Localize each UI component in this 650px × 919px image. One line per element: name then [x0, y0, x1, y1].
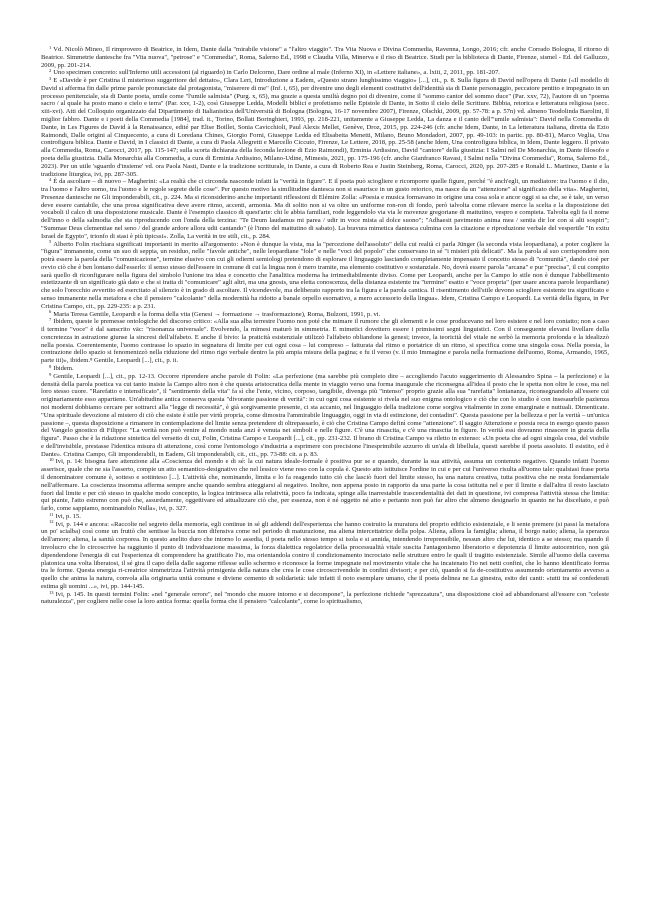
footnote-text: Ivi, p. 15. [55, 512, 81, 520]
footnote-number: 1 [49, 44, 52, 50]
footnote [41, 69, 609, 77]
footnote-number: 3 [49, 75, 52, 81]
footnote [41, 46, 609, 69]
footnote [41, 458, 609, 512]
footnote-number: 5 [49, 239, 52, 245]
footnote-number: 8 [49, 363, 52, 369]
footnote [41, 365, 609, 373]
footnote-text: È da ascoltare – di nuovo – Magherini: «La realtà che ci circonda nasconde infatti la "verità in figure". E il poeta può sciogliere e ricomporre quelle figure, perché "è anch'egli, un mediatore: tra l'uomo e il dio, tra l'uomo e l'altro uomo, tra l'uomo e le regole segrete delle cose". Per questo motivo la similitudine dantesca non si esaurisce in un gusto retorico, ma nasce da un "attenzione" al significato della vita». Magherini, Presenze dantesche ne Gli imponderabili, cit., p. 224. Ma si riconsiderino anche importanti riflessioni di Elémire Zolla: «Poesia e musica formavano in origine una cosa sola e ancor oggi si sa che, se è tale, un verso deve essere cantabile, che una prosa significativa deve avere ritmo, accenti, armonia. Ma di solito non si va oltre un uniforme ron-ron di fondo, però talvolta come rilevare merce la scelta e la disposizione dei vocaboli il calco di una disposizione musicale. Dante è l'esempio classico di quest'arte: chi le abbia familiari, rode leggendolo via via le movenze gregoriane di mattutino, vespro e compieta. Talvolta egli fa il nome dell'inno o della salmodia che sta riproducendo con l'onda della terzina: "Te Deum laudamus mi parea / udir in voce mista al dolce suono"; "Adhaesit pavimento anima mea / sentia dir lor con sì alti sospiri"; "Summae Deus clementiae nel seno / del grande ardore allora udii cantando" (è l'inno del mattutino di sabato). La bravura mimetica dantesca culmina con la citazione e riproduzione verbale del vespertile "In exitu Israel de Egypto", trionfo di stasi è più tipicssi». Zolla, La verità in tre stili, cit., p. 284. [41, 178, 609, 240]
footnotes [41, 46, 609, 606]
footnote-text: Gentile, Leopardi [...], cit., pp. 12-13. Occorre riprendere anche parole di Folin: «La perfezione (ma sarebbe più completo dire – accogliendo l'acuto suggerimento di Alessandro Spina – la perfezione) e la densità della parola poetica va cui tanto insiste la Campo altro non è che questa aristocratica della mente in viaggio verso una forma inaugurale che riconsegna all'idea il posto che le spetta non oltre le cose, ma nel loro stesso cuore. "Rarefatto e intensificato", il "sentimento della vita" fa sì che l'ente, vicino, corposo, tangibile, divenga più "intenso" proprio grazie alla sua "rarefatta" lontananza, riconsegnandolo all'essere cui originariamente esso appartiene. Un'abitudine antica conserva questa "divorante passione di verità": in cui ogni cosa esistente si rivela nel suo enigma ontologico e ciò che con lo studio è con insesaurbile pazienza noi moderni dobbiamo cercare per sottrarci alla "legge di necessità", è già sorgivamente presente, ci sta accanto, nel linguaggio della tradizione come sorgiva vitalmente in zone emarginate e nuttuali. Dimenticate. "Una spirituale devozione al mistero di ciò che esiste è stile per virtù propria, come dimostra l'ammirabile linguaggio, oggi in via di estinzione, dei contadini". Questa passione per la bellezza e per la verità – un'unica passione –, questa disposizione a rimanere in contemplazione del limite senza pretendere di oltrepassarlo, è ciò che Cristina Campo definì come "attenzione". Il saggio Attenzione e poesia reca in esergo questo passo del Vangelo gnostico di Filippo: "La verità non può venire al mondo nuda anzi è venuta nei simboli e nelle figure. C'è una rinascita, e c'è una rinascita in figure. In verità essi dovranno rinascere in grazia della figura". Passo che è la ridazione sintetica del versetto di cui, Folin, Cristina Campo e Leopardi [...], cit., pp. 231-232. Il brano di Cristina Campo va riletto in extenso: «Un poeta che ad ogni singola cosa, del visibile e dell'invisibile, prestasse l'identica misura di attenzione, così come l'entomologo s'industria a esprimere con precisione l'inesprimibile azzurro di un'ala di libellula, questi sarebbe il poeta assoluto. Il esistito, ed è Dante». Cristina Campo, Gli imponderabili, in Eadem, Gli imponderabili, cit., cit., pp. 73-88: cit. a p. 83. [41, 372, 609, 458]
footnote [41, 241, 609, 311]
footnote-text: Ibidem. [53, 365, 74, 373]
footnote [41, 318, 609, 365]
footnote [41, 178, 609, 240]
footnote [41, 77, 609, 178]
footnote-number: 12 [49, 519, 54, 525]
footnote-text: Ivi, p. 144 e ancora: «Raccolte nel segreto della memoria, egli continue in sé gli addendi dell'esperienza che hanno costruito la muratura del proprio edificio esistenziale, e li sente premere (si passi la metafora un po' scialba) così come un fruttò che sentisse la buccia non difensiva come nel periodo di maturazione, ma aliena intercettatrice della polpa. Aliena, allora la famiglia; aliena, il borgo natio; aliena, la speranza dell'amore; aliena, la sanità corporea. In questo anelito duro che intorno lo assedia, il poeta nello stesso tempo si isola e si annida, intendendo irreprensibile, nessun altro che lui, identico a se stesso; ma quando il involucro che lo circoscrive ha raggiunto il punto di individuazione massima, la forza dialettica regolatrice della processualità vitale suscita l'antagonismo liberatorio e depotenzia il limite autocentrico, non già dipendendone l'energia di cui l'esperienza di comprendere ha gratificato l'io, ma orientandola contro il condizionamento incrociato nelle strutture entro le quali il tragitto esistenziale. Simile all'uomo della caverna platonica una volta liberatosi, il sé gira il capo della dalle sagome riflesse sullo schermo e riconosce la forme impegnate nel movimento vitale che ha incatenato l'io nei netti confini, che lo hanno identificato forma tra le forme. Questa energia ri-creatrice simmetrizza l'attività primigenia della natura che crea le cose circoscrivendole in confini divisori; e per ciò, quando si fa de-costitutiva assumendo orientamento avverso a quello che anima la natura, convola alla originaria unità comune e diviene cemento di solidarietà: tale infatti il noto esemplare umano, che il poeta delinea ne La ginestra, esito dei canti: «tutti tra sé confederati estima gli uomini ...», ivi, pp. 144-145. [41, 520, 609, 590]
footnote-text: Maria Teresa Gentile, Leopardi e la forma della vita (Genesi → formazione → trasformazione), Roma, Bulzoni, 1991, p. vi. [53, 310, 381, 318]
footnote [41, 591, 609, 607]
footnote [41, 521, 609, 591]
footnote-number: 9 [49, 371, 52, 377]
footnote-text: E «Davide è per Cristina il misterioso suggeritore del dettato», Clara Leri, Introduzione a Eadem, «Questo strano lunghissimo viaggio» [...], cit., p. 8. Sulla figura di David nell'opera di Dante («Il modello di David si afferma fin dalle prime parole pronunciate dal protagonista, "miserere di me" (Inf. i, 65), per divenire uno degli elementi costitutivi dell'identità sia di Dante personaggio, peccatore pentito e impegnato in un processo penitenziale, sia di Dante poeta, umile come "l'umile salmista" (Purg. x, 65), ma grazie a questa umiltà degno poi di divenire, come il "sommo cantor del sommo duce" (Par. xxv, 72), l'autore di un "poema sacro / al quale ha posto mano e cielo e terra" (Par. xxv, 1-2), così Giuseppe Ledda, Modelli biblici e profetismo nelle Epistole di Dante, in Sotto il cielo delle Scritture. Bibbia, retorica e letteratura religiosa (secc. xiii-xvi). Atti del Colloquio organizzato dal Dipartimento di Italianistica dell'Università di Bologna (Bologna, 16-17 novembre 2007), Firenze, Olschki, 2009, pp. 57-78: a p. 57n) vd. almeno Teodolinda Barolini, Il miglior fabbro. Dante e i poeti della Commedia [1984], trad. it., Torino, Bollati Boringhieri, 1993, pp. 218-221, unitamente a Giuseppe Ledda, La danza e il canto dell'"umile salmista": David nella Commedia di Dante, in Les Figures de David à la Renaissance, edité par Elise Boillet, Sonia Cavicchioli, Paul Alexis Mellet, Genève, Droz, 2015, pp. 224-246 (cfr. anche Idem, Dante, in La letteratura italiana, diretta da Ezio Raimondi, Dalle origini al Cinquecento, a cura di Loredana Chines, Giorgio Forni, Giuseppe Ledda ed Elisabetta Menetti, Milano, Bruno Mondadori, 2007, pp. 49-103: in partic. pp. 80-81), Marco Veglia, Una controfigura biblica. Dante e David, in I classici di Dante, a cura di Paola Allegretti e Marcello Ciccuto, Firenze, Le Lettere, 2018, pp. 25-58 (anche Idem, Una controfigura biblica, in Idem, Dante leggero. Il privato alla Commedia, Roma, Carocci, 2017, pp. 115-147; sulla scorta dichiarata della feconda lezione di Ezio Raimondi), Erminia Ardissino, David "cantore" della giustizia: I Salmi nel De Monarchia, in Dante filosofo e poeta della giustizia. Dalla Monarchia alla Commedia, a cura di Erminia Ardissino, Milano-Udine, Mimesis, 2021, pp. 175-196 (cfr. anche Gianfranco Ravasi, I Salmi nella "Divina Commedia", Roma, Salerno Ed., 2023). Per un utile 'sguardo d'insieme' vd. ora Paola Nasti, Dante e la tradizione scritturale, in Dante, a cura di Roberto Rea e Justin Steinberg, Roma, Carocci, 2020, pp. 207-285 e Ronald L. Martinez, Dante e la tradizione liturgica, ivi, pp. 287-305. [41, 77, 609, 178]
footnote [41, 373, 609, 459]
footnote [41, 513, 609, 521]
footnote-number: 7 [49, 317, 52, 323]
footnote-text: Vd. Nicolò Mineo, Il rimprovero di Beatrice, in Idem, Dante dalla "mirabile visione" a "l'altro viaggio". Tra Vita Nuova e Divina Commedia, Ravenna, Longo, 2016; cfr. anche Corrado Bologna, Il ritorno di Beatrice. Simmetrie dantesche fra "Vita nuova", "petrose" e "Commedia", Roma, Salerno Ed., 1998 e Claudia Villa, Minerva e il riso di Beatrice. Studi per la biblioteca di Dante, Firenze, sismel - Ed. del Galluzzo, 2009, pp. 201-214. [41, 46, 609, 69]
footnote-text: Ivi, p. 14: bisogna fare attenzione alla «Coscienza del mondo e di sé: la cui natura ideale-formale è positiva pur se e quando, durante la sua attività, assuma un contenuto negativo. Quando infatti l'uomo asserisce, quale che ne sia l'asserto, compie un atto semantico-designativo che nel lessico viene reso con la copula è. Questo atto istituisce l'ordine in cui e per cui l'universo risulta all'uomo tale: qualsiasi frase porta il denominatore comune è, sotteso e sottinteso [...]. L'attività che, nominando, limita e lo fa reagendo tutto ciò che lasciò fuori del limite stesso, ha una natura creativa, tutta positiva che ne resta fondamentale nell'affermare. La coscienza insomma afferma sempre anche quando sembra atteggiarsi al negativo. Inoltre, non appena posto in rapporto da una parte la cosa istituita nel e per il limite e dall'altra il resto lasciato fuori dal limite e per ciò stesso in qualche modo concepito, la logica intrinseca alla relatività, poco fa indicata, spinge alla inarrestabile trascendentalità dei dati in questione, ivi compresa l'attività stessa che limita: qui piante, l'atto estremo con può che, assurdamente, oggettivare ed attualizzare ciò che, per essenza, non è né oggetto né atto e pertanto non può far altro che almeno designarlo in quanto ne ha disceltato, e può farlo, come sappiamo, nominandolo Nulla», ivi, p. 327. [41, 458, 609, 513]
footnote-text: Ibidem, queste le premesse ontologiche del discorso critico: «Alla sua alba terrestre l'uomo non poté che mimare il rumore che gli elementi e le cose producevano nel loro esistere e nel loro contatto; non a caso il termine "voce" è dal sanscrito vāc: "risonanza universale". Evolvendo, la mimesi maturò in simmetria. E mimetici dovettero essere i primissimi segni linguistici. Con il conseguente elevarsi livellare della concretezza in astrazione giunse la sincresi dell'alfabeto. E anche il bivio: la praticità esistenziale utilizzò l'alfabeto obliandone la genesi; invece, la teoricità del vitale ne serbò la memoria profonda e la idealizzò nella poesia. Coerentemente, l'uomo contrasse lo spazio in segnatura di limite per cui ogni cosa – lui compreso – fatturata dal ritmo e portatrice di un ritmo, si specifica come una singola cosa. Nella poesia, la contrazione dello spazio si fenomenizzò nella riduzione del ritmo rigo verbale dentro la più ampia misura della pagina; e fu il verso (v. il mio Immagine e parola nella formazione dell'uomo, Roma, Armando, 1965, parte iii)», ibidem.⁸ Gentile, Leopardi [...], cit., p. ii. [41, 318, 609, 365]
footnote-number: 10 [49, 457, 54, 463]
footnote-text: Uno specimen concreto: sull'Inferno utili accessioni (al riguardo) in Carlo Delcorno, Dare ordine al male (Inferno XI), in «Lettere italiane», a. lxiii, 2, 2011, pp. 181-207. [53, 69, 500, 77]
footnote-number: 13 [49, 589, 54, 595]
footnote-number: 2 [49, 68, 52, 74]
footnote-number: 11 [49, 511, 54, 517]
footnote-text: Ivi, p. 145. In questi termini Folin: «nel "generale orrore", nel "mondo che muore intorno e si decompone", la perfezione richiede "sprezzatura", una disposizione cioè ad abbandonarsi all'essere con "celeste naturalezza", per cogliere nelle cose la loro antica forma: quella forma che il pensiero "calcolante", come lo spiritualismo, [41, 590, 609, 606]
footnote-text: Alberto Folin rischiara significati importanti in merito all'argomento: «Non è dunque la vista, ma la "percezione dell'assoluto" della cui realtà ci parla Jünger (la seconda vista leopardiana), a poter cogliere la "figura" immanente, come un suo di seppia, un residuo, nelle "favole antiche", nelle leopardiane "fole" e nelle "voci del popolo" che conservano in sé "i misteri più delicati". Ma la parola al suo corrispondere non potrà essere la parola della "comunicazione", termine elusivo con cui gli odierni semiologi pretendono di esplorare il linguaggio lasciando completamente impensato il concetto stesso di "comunità", dando cioè per ovvio ciò che è ben lontano dall'esserlo: il senso stesso dell'essere in comune di cui la lingua non è mero tramite, ma elemento costitutivo e sostanziale. No, dovrà essere parola "arcana" e pur "precisa", il cui compito sarà quello di riconfigurare nella figura del simbolo l'unione tra idea e concetto che l'analitica moderna ha irrimediabilmente diviso. Come per Leopardi, anche per la Campo lo stile non è dunque l'abbellimento estetizzante di un significato già dato e che si tratta di "comunicare" agli altri, ma una gnosis, una eletta conoscenza, della distanza esistente tra "termine" esatto e "voce propria" (per usare ancora parole leopardiane) che solo l'orecchio avvertito ed esercitato al silenzio è in grado di ascoltare. Il vicendevole, ma deliberato rapporto tra la figura e la parola cantica. Il risentimento dell'stile devono sciogliere esistente tra significato e senso immanente nella metafora e che il pensiero "calcolante" della modernità ha ridotto a banale orpello esornativo, a mero accessorio della lingua». Idem, Cristina Campo e Leopardi. La verità della figura, in Per Cristina Campo, cit., pp. 229-235: a p. 231. [41, 240, 609, 310]
footnote-number: 4 [49, 177, 52, 183]
footnote-number: 6 [49, 309, 52, 315]
